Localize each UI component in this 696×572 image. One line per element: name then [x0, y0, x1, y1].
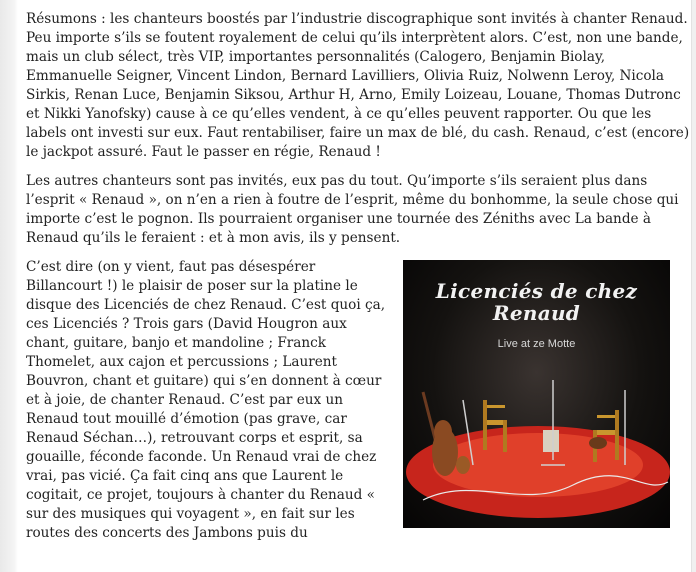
paragraph-3-block	[26, 258, 694, 543]
album-title-line-2: Renaud	[492, 301, 581, 325]
album-title	[403, 280, 670, 324]
paragraph-3: C’est dire (on y vient, faut pas désespérer Billancourt !) le plaisir de poser sur la platine le disque des Licenciés de chez Renaud. C’est quoi ça, ces Licenciés ? Trois gars (David Hougron aux chant, guitare, banjo et mandoline ; Franck Thomelet, aux cajon et percussions ; Laurent Bouvron, chant et guitare) qui s’en donnent à cœur et à joie, de chanter Renaud. C’est par eux un Renaud tout mouillé d’émotion (pas grave, car Renaud Séchan…), retrouvant corps et esprit, sa gouaille, féconde faconde. Un Renaud vrai de chez vrai, pas vicié. Ça fait cinq ans que Laurent le cogitait, ce projet, toujours à chanter du Renaud « sur des musiques qui voyagent », en fait sur les routes des concerts des Jambons puis du	[26, 259, 386, 541]
paragraph-1: Résumons : les chanteurs boostés par l’industrie discographique sont invités à chanter Renaud. Peu importe s’ils se foutent royalement de celui qu’ils interprètent alors. C’est, non une bande, mais un club sélect, très VIP, importantes personnalités (Calogero, Benjamin Biolay, Emmanuelle Seigner, Vincent Lindon, Bernard Lavilliers, Olivia Ruiz, Nolwenn Leroy, Nicola Sirkis, Renan Luce, Benjamin Siksou, Arthur H, Arno, Emily Loizeau, Louane, Thomas Dutronc et Nikki Yanofsky) cause à ce qu’elles vendent, à ce qu’elles peuvent rapporter. Ou que les labels ont investi sur eux. Faut rentabiliser, faire un max de blé, du cash. Renaud, c’est (encore) le jackpot assuré. Faut le passer en régie, Renaud !	[26, 11, 690, 160]
article-body	[26, 10, 694, 553]
banjo-icon	[456, 456, 470, 474]
guitar-icon	[589, 437, 607, 449]
album-subtitle: Live at ze Motte	[497, 338, 576, 350]
album-title-line-1: Licenciés de chez	[435, 279, 638, 303]
scrollbar-track[interactable]	[691, 0, 696, 572]
paragraph-2: Les autres chanteurs sont pas invités, eux pas du tout. Qu’importe s’ils seraient plus dans l’esprit « Renaud », on n’en a rien à foutre de l’esprit, même du bonhomme, la seule chose qui importe c’est le pognon. Ils pourraient organiser une tournée des Zéniths avec La bande à Renaud qu’ils le feraient : et à mon avis, ils y pensent.	[26, 173, 679, 246]
album-cover-image	[403, 260, 670, 528]
cajon-icon	[543, 430, 559, 452]
